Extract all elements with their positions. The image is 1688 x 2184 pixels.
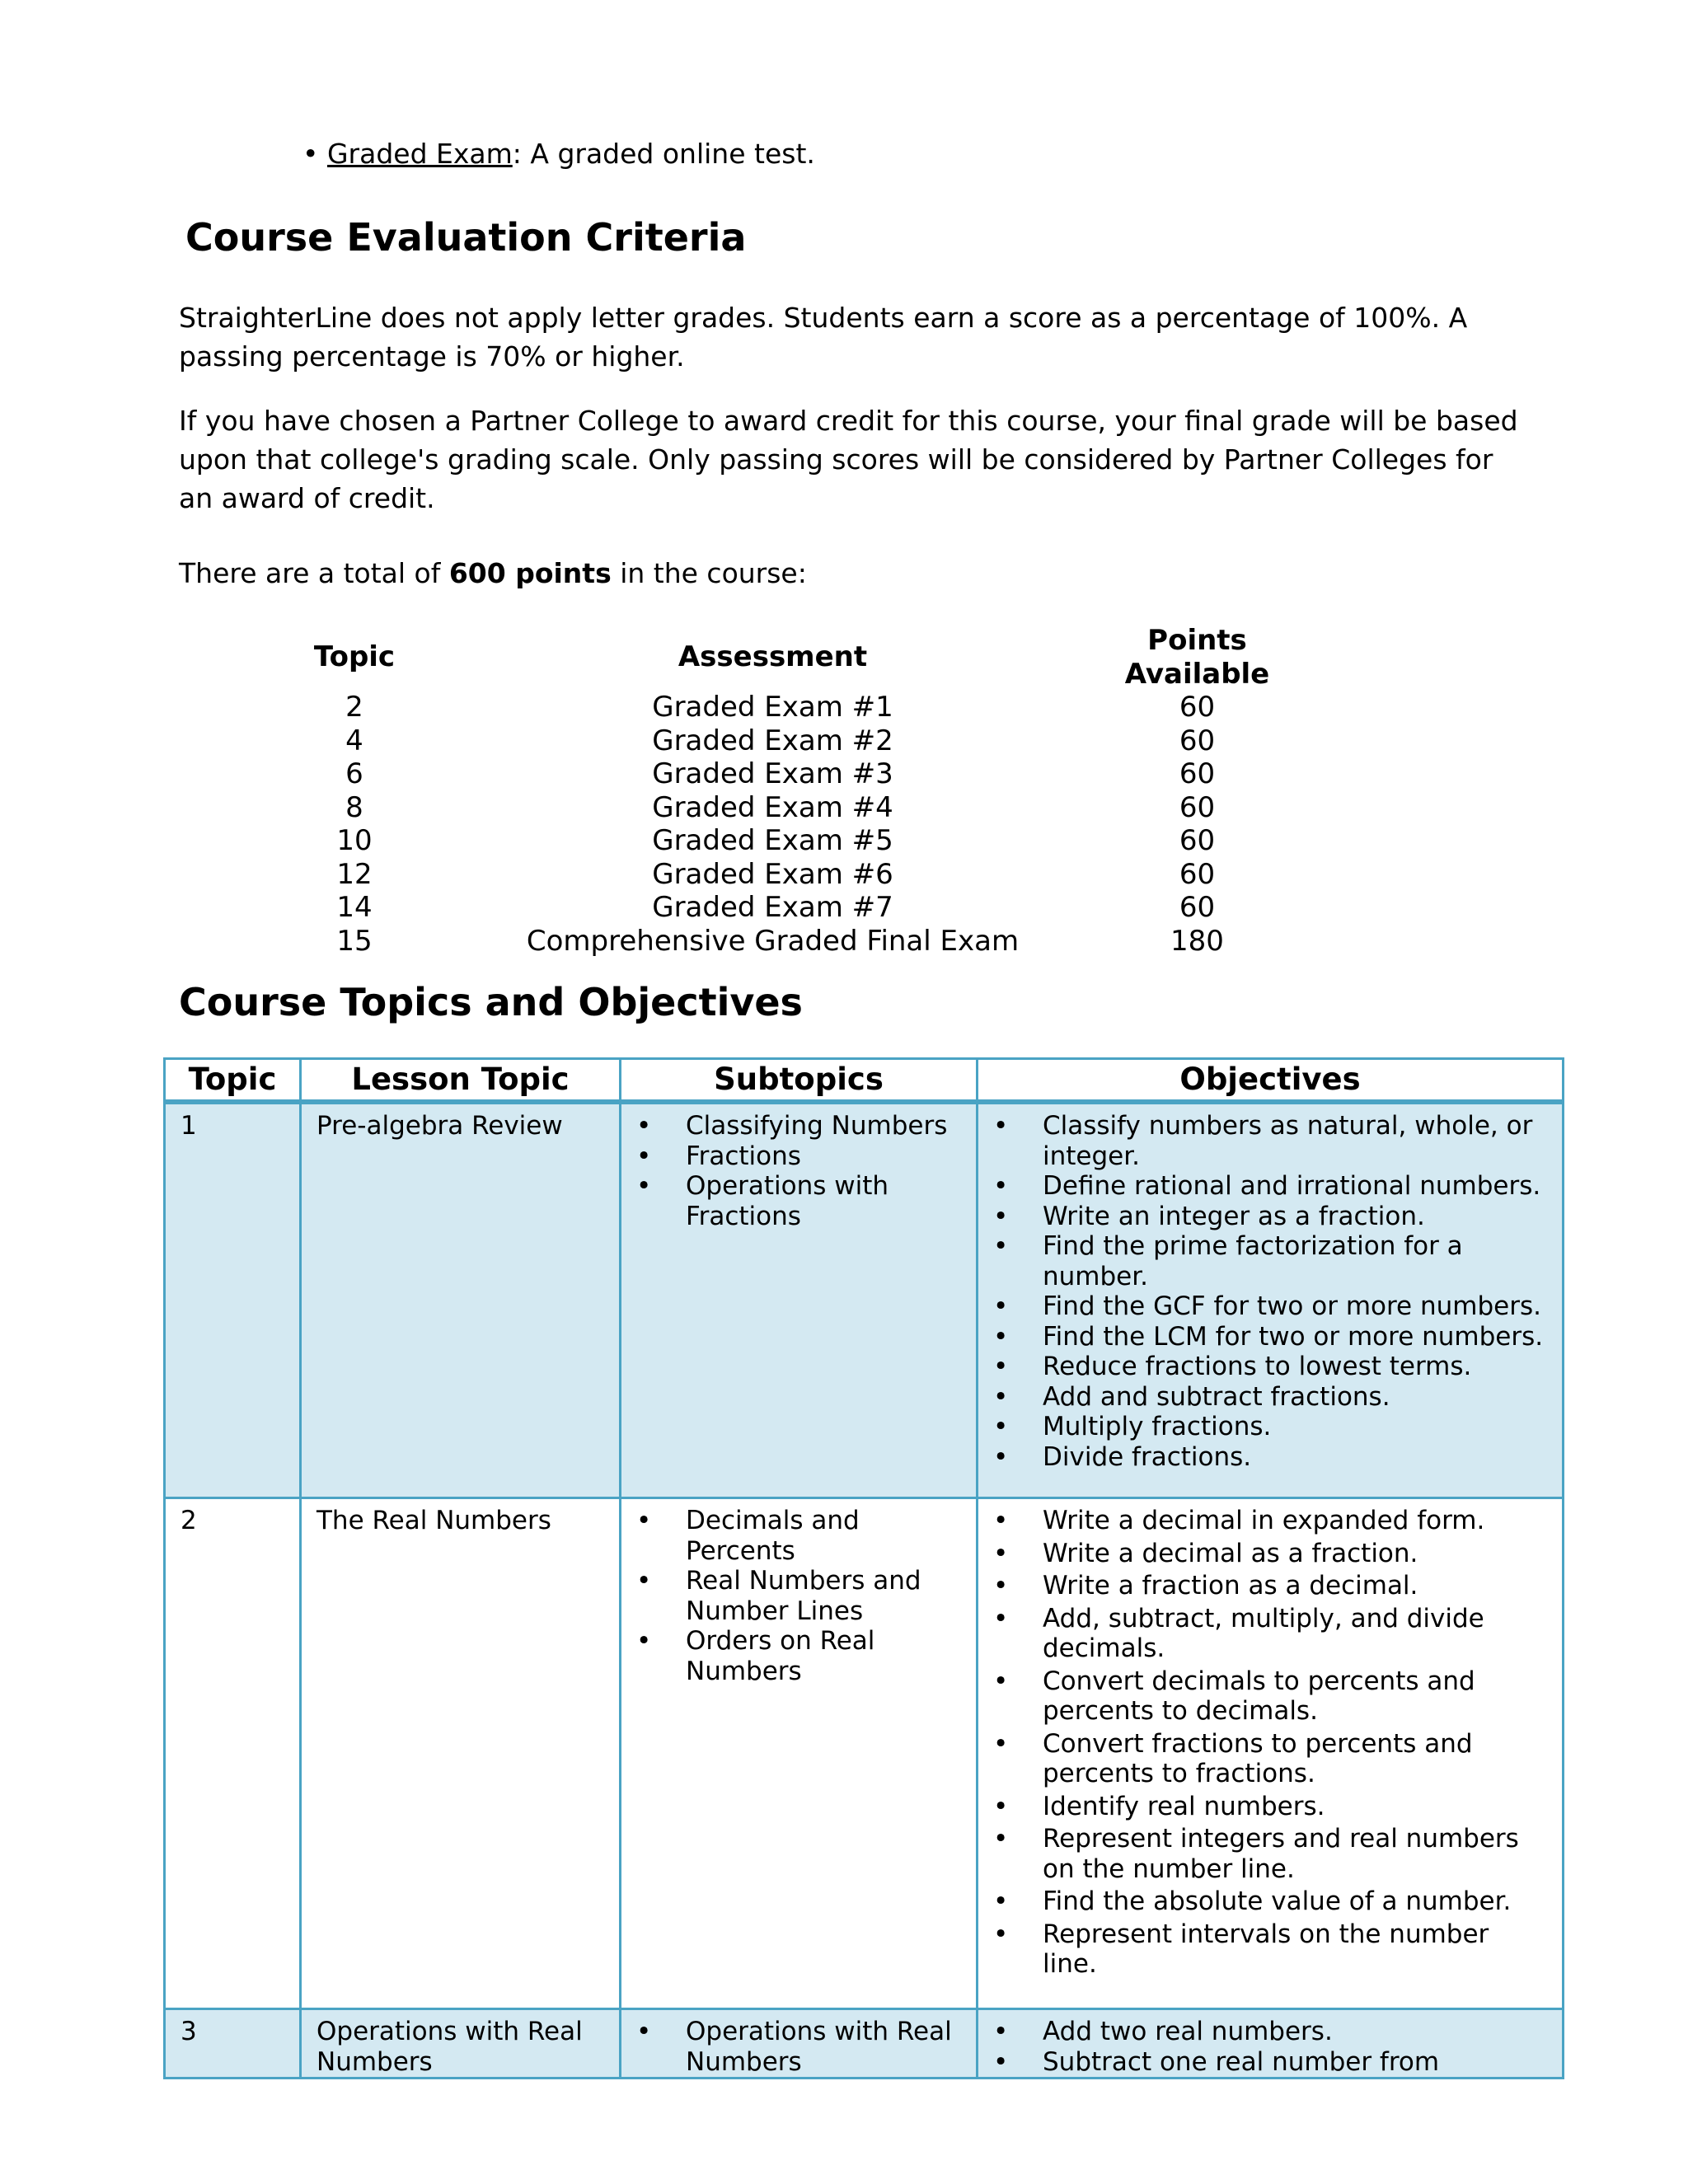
subtopics-cell: [621, 1102, 978, 1498]
table-row: [284, 824, 1273, 858]
points-cell-assessment: Graded Exam #7: [652, 891, 893, 924]
topics-header-lesson: Lesson Topic: [301, 1059, 621, 1103]
points-cell-topic: 15: [336, 924, 373, 958]
points-cell-assessment: Graded Exam #6: [652, 857, 893, 891]
objective-item: • Divide fractions.: [993, 1442, 1547, 1473]
points-cell-assessment: Graded Exam #5: [652, 824, 893, 857]
points-header-topic: Topic: [313, 640, 396, 674]
topic-number: 1: [165, 1102, 301, 1498]
objectives-cell: [978, 1498, 1564, 2009]
table-row: [284, 724, 1273, 758]
table-row: [165, 1102, 1564, 1498]
subtopics-cell: [621, 2009, 978, 2079]
table-row: [165, 2009, 1564, 2079]
table-row: [284, 925, 1273, 958]
graded-exam-label: Graded Exam: [326, 138, 513, 170]
objective-item: • Find the absolute value of a number.: [993, 1886, 1547, 1917]
objective-item: • Write a decimal as a fraction.: [993, 1539, 1547, 1569]
points-cell-topic: 10: [336, 824, 373, 857]
objectives-cell: [978, 2009, 1564, 2079]
topics-table: [163, 1057, 1564, 2079]
objective-item: • Identify real numbers.: [993, 1792, 1547, 1822]
evaluation-paragraph-1: StraighterLine does not apply letter grades. Students earn a score as a percentage of 100%. A passing percentage is 70% or higher.: [179, 302, 1468, 373]
objective-item: • Write a fraction as a decimal.: [993, 1571, 1547, 1601]
topics-table-header: [165, 1059, 1564, 1103]
objective-item: • Represent intervals on the number line.: [993, 1919, 1547, 1980]
objective-item: • Write an integer as a fraction.: [993, 1202, 1547, 1232]
points-table-header: [284, 624, 1273, 691]
objective-item: • Add two real numbers.: [993, 2017, 1547, 2047]
topics-heading: Course Topics and Objectives: [179, 980, 803, 1024]
table-row: [284, 757, 1273, 791]
objective-item: • Convert decimals to percents and percents to decimals.: [993, 1666, 1547, 1727]
subtopic-item: • Operations with Real Numbers: [636, 2017, 961, 2077]
points-cell-points: 60: [1179, 824, 1216, 857]
points-cell-assessment: Graded Exam #4: [652, 790, 893, 824]
points-total: 600 points: [448, 557, 612, 589]
subtopic-item: • Orders on Real Numbers: [636, 1626, 961, 1686]
subtopic-item: • Operations with Fractions: [636, 1171, 961, 1231]
objective-item: • Convert fractions to percents and percents to fractions.: [993, 1729, 1547, 1789]
table-row: [284, 691, 1273, 724]
evaluation-paragraph-2: If you have chosen a Partner College to award credit for this course, your final grade will be based upon that college's grading scale. Only passing scores will be considered by Partner Colleges for an award of credit.: [179, 405, 1518, 514]
points-table: [284, 624, 1273, 958]
subtopic-item: • Decimals and Percents: [636, 1506, 961, 1566]
subtopics-cell: [621, 1498, 978, 2009]
points-cell-points: 60: [1179, 891, 1216, 924]
objective-item: • Find the prime factorization for a number.: [993, 1231, 1547, 1291]
points-cell-assessment: Graded Exam #2: [652, 724, 893, 757]
objective-item: • Multiply fractions.: [993, 1412, 1547, 1442]
topics-header-objectives: Objectives: [978, 1059, 1564, 1103]
points-cell-points: 60: [1179, 790, 1216, 824]
graded-exam-text: : A graded online test.: [512, 138, 815, 170]
lesson-topic: The Real Numbers: [301, 1498, 621, 2009]
objective-item: • Subtract one real number from: [993, 2047, 1547, 2078]
points-cell-points: 60: [1179, 724, 1216, 757]
objective-item: • Define rational and irrational numbers.: [993, 1171, 1547, 1202]
topics-header-subtopics: Subtopics: [621, 1059, 978, 1103]
points-cell-topic: 8: [345, 790, 363, 824]
table-row: [284, 791, 1273, 825]
table-row: [165, 1498, 1564, 2009]
points-cell-topic: 12: [336, 857, 373, 891]
points-cell-topic: 2: [345, 691, 363, 724]
topic-number: 2: [165, 1498, 301, 2009]
objective-item: • Find the GCF for two or more numbers.: [993, 1291, 1547, 1322]
points-cell-points: 60: [1179, 857, 1216, 891]
objective-item: • Reduce fractions to lowest terms.: [993, 1352, 1547, 1382]
objectives-cell: [978, 1102, 1564, 1498]
points-header-points: Points Available: [1124, 624, 1270, 691]
topics-header-topic: Topic: [165, 1059, 301, 1103]
points-prefix: There are a total of: [179, 557, 449, 589]
points-cell-topic: 14: [336, 891, 373, 924]
points-cell-topic: 4: [345, 724, 363, 757]
points-header-assessment: Assessment: [678, 640, 868, 674]
objective-item: • Classify numbers as natural, whole, or integer.: [993, 1111, 1547, 1171]
points-cell-points: 60: [1179, 691, 1216, 724]
evaluation-paragraph-3: [179, 554, 1522, 593]
subtopic-item: • Classifying Numbers: [636, 1111, 961, 1141]
topic-number: 3: [165, 2009, 301, 2079]
points-cell-points: 60: [1179, 757, 1216, 790]
graded-exam-bullet: [302, 136, 815, 172]
lesson-topic: Operations with Real Numbers: [301, 2009, 621, 2079]
lesson-topic: Pre-algebra Review: [301, 1102, 621, 1498]
points-cell-assessment: Comprehensive Graded Final Exam: [526, 924, 1020, 958]
objective-item: • Add, subtract, multiply, and divide decimals.: [993, 1604, 1547, 1664]
evaluation-heading: Course Evaluation Criteria: [185, 215, 747, 260]
points-cell-assessment: Graded Exam #1: [652, 691, 893, 724]
table-row: [284, 891, 1273, 925]
points-suffix: in the course:: [611, 557, 807, 589]
objective-item: • Write a decimal in expanded form.: [993, 1506, 1547, 1536]
subtopic-item: • Fractions: [636, 1141, 961, 1172]
objective-item: • Add and subtract fractions.: [993, 1382, 1547, 1413]
table-row: [284, 858, 1273, 892]
points-cell-assessment: Graded Exam #3: [652, 757, 893, 790]
points-cell-topic: 6: [345, 757, 363, 790]
bullet-icon: •: [302, 138, 319, 170]
points-cell-points: 180: [1170, 924, 1224, 958]
subtopic-item: • Real Numbers and Number Lines: [636, 1566, 961, 1626]
objective-item: • Represent integers and real numbers on the number line.: [993, 1824, 1547, 1884]
objective-item: • Find the LCM for two or more numbers.: [993, 1322, 1547, 1352]
